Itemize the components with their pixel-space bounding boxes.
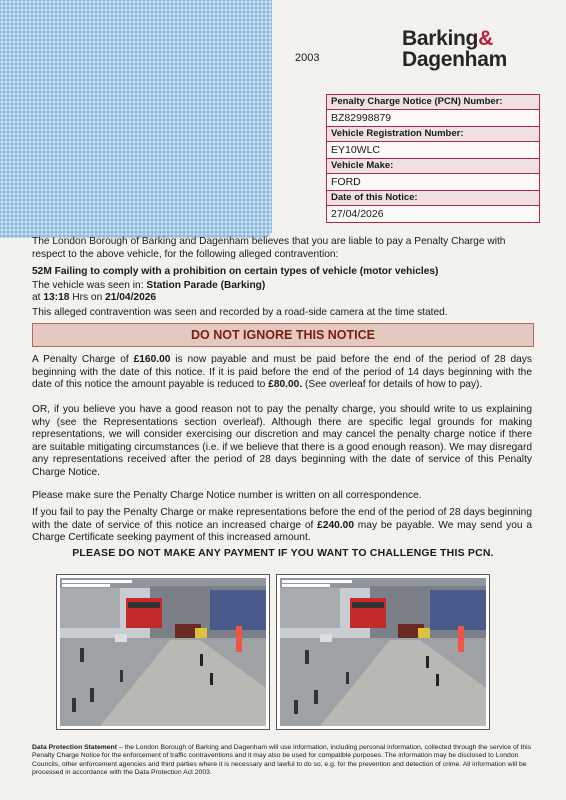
street-scene-1 (60, 578, 266, 726)
council-logo (402, 28, 507, 70)
header-year: 2003 (295, 52, 320, 64)
location-line (32, 280, 532, 293)
street-scene-2 (280, 578, 486, 726)
at-prefix: at (32, 292, 41, 303)
time-line (32, 292, 532, 305)
camera-image-1 (56, 574, 270, 730)
increased-charge-paragraph: If you fail to pay the Penalty Charge or make representations before the end of the period of 28 days beginning with the date of service of this notice an increased charge of £240.00 may be payable. We may send you a Charge Certificate seeking payment of this increased amount. (32, 507, 532, 543)
camera-line: This alleged contravention was seen and recorded by a road-side camera at the time stated. (32, 307, 448, 318)
redaction-blot (0, 0, 272, 238)
challenge-warning: PLEASE DO NOT MAKE ANY PAYMENT IF YOU WANT TO CHALLENGE THIS PCN. (72, 547, 494, 559)
vrn-value: EY10WLC (327, 141, 539, 158)
seen-date-value: 21/04/2026 (105, 292, 157, 303)
vrn-label: Vehicle Registration Number: (327, 126, 539, 141)
data-protection-statement (32, 744, 532, 778)
hrs-on: Hrs on (72, 292, 103, 303)
increased-amount: £240.00 (317, 519, 354, 531)
pcn-reference-note: Please make sure the Penalty Charge Notice number is written on all correspondence. (32, 490, 422, 501)
date-value: 27/04/2026 (327, 205, 539, 222)
make-label: Vehicle Make: (327, 158, 539, 173)
seen-prefix: The vehicle was seen in: (32, 280, 144, 291)
intro-text: The London Borough of Barking and Dagenham believes that you are liable to pay a Penalty Charge with respect to the above vehicle, for the following alleged contravention: (32, 236, 506, 260)
data-protection-label: Data Protection Statement (32, 744, 117, 751)
do-not-ignore-banner: DO NOT IGNORE THIS NOTICE (32, 323, 534, 347)
pcn-details-box (326, 94, 540, 223)
date-label: Date of this Notice: (327, 190, 539, 205)
contravention-text: 52M Failing to comply with a prohibition on certain types of vehicle (motor vehicles) (32, 266, 439, 277)
data-protection-text: – the London Borough of Barking and Dagenham will use information, including personal information, collected through the service of this Penalty Charge Notice for the enforcement of traffic contraventions and it may also be used for compatible purposes. The information may be disclosed to London Councils, other enforcement agencies and third parties where it is necessary and lawful to do so, e.g. for the prevention and detection of crime. All information will be processed in accordance with the Data Protection Act 2003. (32, 744, 532, 777)
location-value: Station Parade (Barking) (146, 280, 266, 291)
pcn-number: BZ82998879 (327, 109, 539, 126)
pcn-number-label: Penalty Charge Notice (PCN) Number: (327, 95, 539, 109)
make-value: FORD (327, 173, 539, 190)
camera-image-2 (276, 574, 490, 730)
representations-paragraph: OR, if you believe you have a good reason not to pay the penalty charge, you should write to us explaining why (see the Representations section overleaf). Although there are specific legal grounds for making representations, we will consider exercising our discretion and may cancel the penalty charge notice if there are suitable mitigating circumstances (i.e. if we believe that there is a good enough reason). We may disregard any representations received after the period of 28 days beginning with the date of service of this Penalty Charge Notice. (32, 404, 532, 478)
logo-line-2: Dagenham (402, 48, 507, 71)
payment-paragraph: A Penalty Charge of £160.00 is now payable and must be paid before the end of the period of 28 days beginning with the date of this notice. If it is paid before the end of the period of 14 days beginning with the date of this notice the amount payable is reduced to £80.00. (See overleaf for details of how to pay). (32, 354, 532, 390)
logo-line-1: Barking (402, 27, 479, 50)
penalty-amount: £160.00 (133, 354, 171, 365)
reduced-amount: £80.00. (268, 379, 303, 390)
logo-ampersand: & (478, 27, 493, 50)
time-value: 13:18 (43, 292, 70, 303)
